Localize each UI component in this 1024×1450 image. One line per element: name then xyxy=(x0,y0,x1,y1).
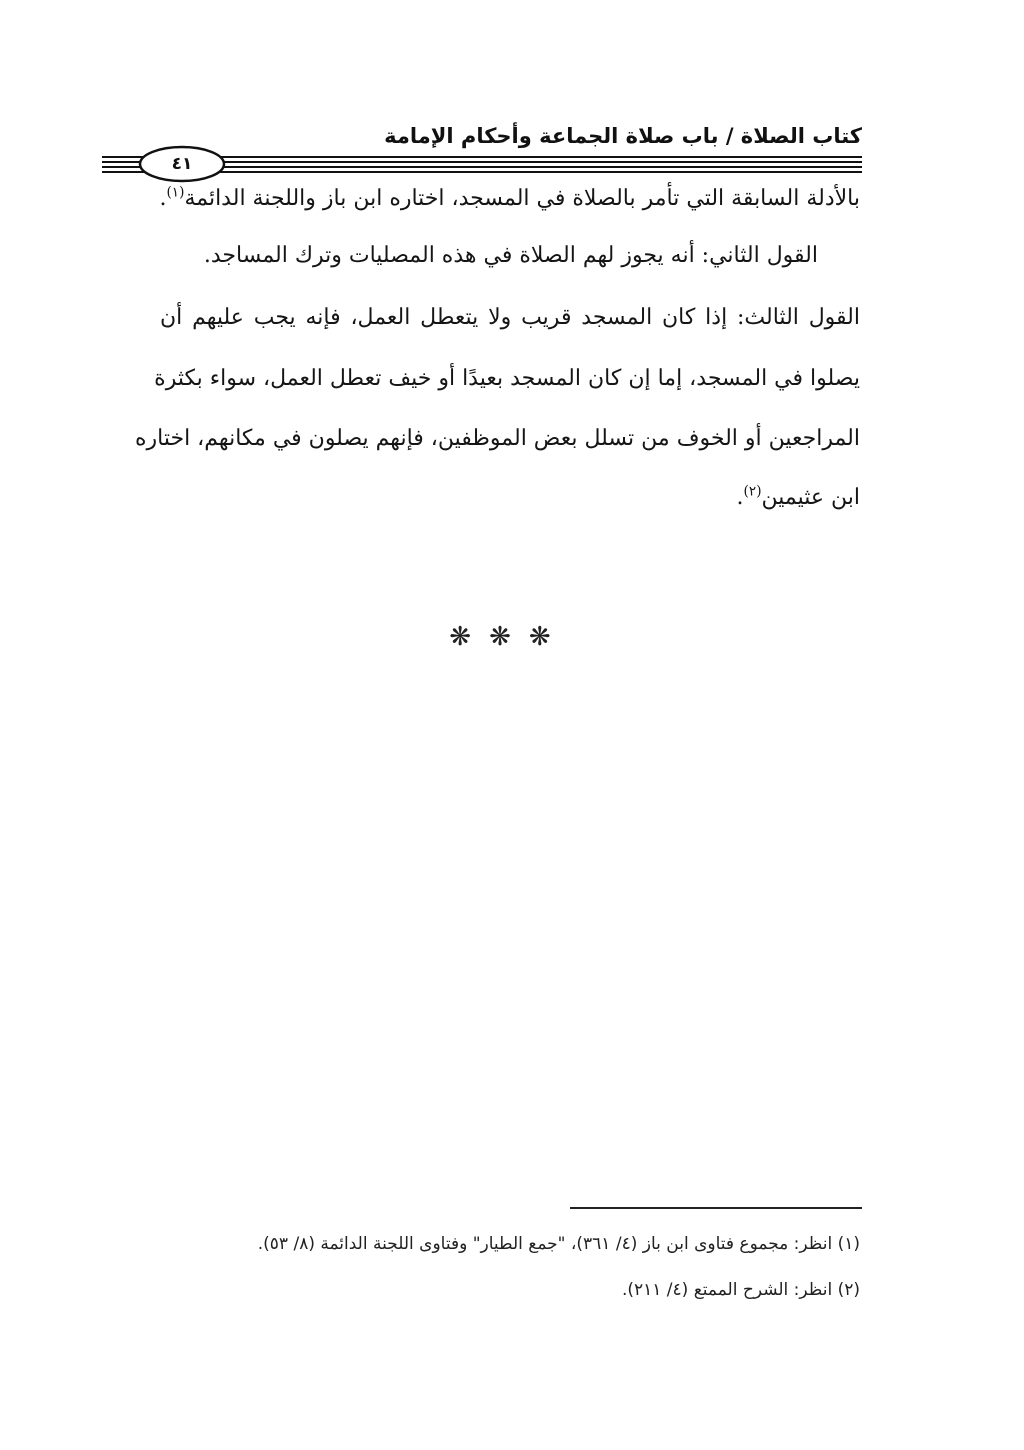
body-line-6 xyxy=(160,485,860,510)
body-line-1-text: بالأدلة السابقة التي تأمر بالصلاة في المسجد، اختاره ابن باز واللجنة الدائمة xyxy=(184,186,860,211)
asterism-icon: ❋ xyxy=(528,622,551,652)
footnote-rule xyxy=(570,1207,862,1209)
body-line-1-end: . xyxy=(159,186,167,211)
body-line-5: المراجعين أو الخوف من تسلل بعض الموظفين، فإنهم يصلون في مكانهم، اختاره xyxy=(134,426,860,451)
asterism-icon: ❋ xyxy=(489,622,511,652)
footnote-2: (٢) انظر: الشرح الممتع (٤/ ٢١١). xyxy=(621,1280,860,1300)
body-line-1 xyxy=(160,186,860,211)
footnote-1: (١) انظر: مجموع فتاوى ابن باز (٤/ ٣٦١)، "جمع الطيار" وفتاوى اللجنة الدائمة (٨/ ٥٣). xyxy=(257,1234,860,1254)
body-line-6-text: ابن عثيمين xyxy=(761,485,860,510)
page-number: ٤١ xyxy=(171,154,193,174)
section-separator xyxy=(300,622,700,652)
body-line-4: يصلوا في المسجد، إما إن كان المسجد بعيدًا أو خيف تعطل العمل، سواء بكثرة xyxy=(154,366,860,391)
body-line-6-end: . xyxy=(736,485,744,510)
asterism-icon: ❋ xyxy=(449,622,472,652)
footnote-ref-2: (٢) xyxy=(743,483,762,500)
body-line-3: القول الثالث: إذا كان المسجد قريب ولا يتعطل العمل، فإنه يجب عليهم أن xyxy=(160,305,860,330)
footnote-ref-1: (١) xyxy=(166,184,185,201)
body-line-2: القول الثاني: أنه يجوز لهم الصلاة في هذه المصليات وترك المساجد. xyxy=(203,243,818,268)
running-header-title: كتاب الصلاة / باب صلاة الجماعة وأحكام الإمامة xyxy=(384,124,862,148)
